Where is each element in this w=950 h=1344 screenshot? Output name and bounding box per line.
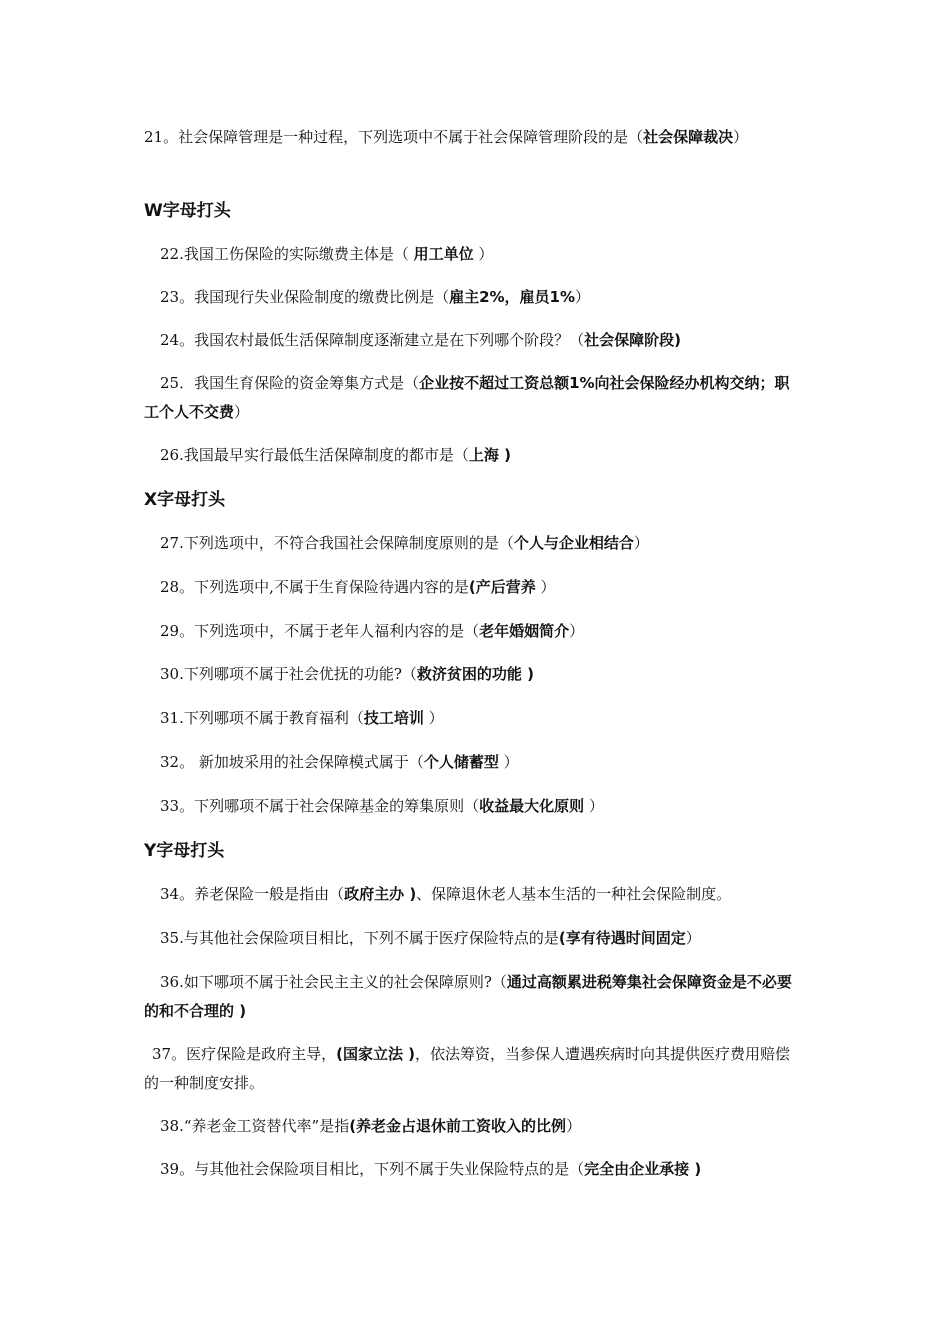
question-33 [144,792,820,821]
question-text: 36.如下哪项不属于社会民主主义的社会保障原则?（ [160,973,507,991]
answer-text: 雇主2%，雇员1% [449,288,576,306]
question-tail: ，依法筹资，当参保人遭遇疾病时向其提供医疗费用赔偿的一种制度安排。 [144,1045,791,1092]
question-28 [144,573,820,602]
question-tail: ） [633,534,649,552]
question-tail: 、保障退休老人基本生活的一种社会保险制度。 [416,885,732,903]
question-25 [144,369,804,427]
question-text: 33。下列哪项不属于社会保障基金的筹集原则（ [160,797,480,815]
answer-text: (享有待遇时间固定 [558,929,686,947]
question-text: 34。养老保险一般是指由（ [160,885,345,903]
question-30 [144,660,820,689]
answer-text: 完全由企业承接 ) [584,1160,702,1178]
question-text: 39。与其他社会保险项目相比，下列不属于失业保险特点的是（ [160,1160,585,1178]
question-text: 32。 新加坡采用的社会保障模式属于（ [160,753,424,771]
question-tail: ） [584,797,604,815]
answer-text: 社会保障裁决 [643,128,734,146]
answer-text: 政府主办 ) [344,885,417,903]
answer-text: (产后营养 [468,578,536,596]
question-29 [144,617,820,646]
question-34 [144,880,820,909]
question-text: 38.“养老金工资替代率”是指 [160,1117,350,1135]
answer-text: (国家立法 ) [336,1045,416,1063]
question-24 [144,326,820,355]
question-text: 24。我国农村最低生活保障制度逐渐建立是在下列哪个阶段？（ [160,331,585,349]
question-32 [144,748,820,777]
answer-text: 通过高额累进税筹集社会保障资金是不必要的和不合理的 ) [144,973,792,1020]
answer-text: 救济贫困的功能 ) [416,665,534,683]
answer-text: 收益最大化原则 [479,797,585,815]
question-tail: ） [423,709,444,727]
answer-text: 企业按不超过工资总额1%向社会保险经办机构交纳；职工个人不交费 [144,374,790,421]
question-tail: ） [685,929,701,947]
question-37 [144,1040,804,1098]
question-tail: ） [733,128,749,146]
question-27 [144,529,820,558]
question-tail: ） [569,622,585,640]
question-text: 31.下列哪项不属于教育福利（ [160,709,364,727]
answer-text: 技工培训 [363,709,424,727]
answer-text: 个人储蓄型 [423,753,499,771]
question-31 [144,704,820,733]
answer-text: 社会保障阶段) [584,331,681,349]
section-heading-y: Y字母打头 [144,841,225,861]
question-21 [144,123,804,152]
section-heading-w: W字母打头 [144,201,231,221]
question-text: 35.与其他社会保险项目相比，下列不属于医疗保险特点的是 [160,929,559,947]
question-text: 28。下列选项中,不属于生育保险待遇内容的是 [160,578,469,596]
answer-text: 上海 ) [468,446,511,464]
answer-text: 用工单位 [413,245,474,263]
question-text: 21。社会保障管理是一种过程，下列选项中不属于社会保障管理阶段的是（ [144,128,644,146]
section-heading-x: X字母打头 [144,490,226,510]
question-text: 30.下列哪项不属于社会优抚的功能?（ [160,665,417,683]
question-35 [144,924,820,953]
question-26 [144,441,820,470]
answer-text: 个人与企业相结合 [513,534,634,552]
answer-text: 老年婚姻简介 [479,622,570,640]
question-tail: ） [498,753,519,771]
question-text: 37。医疗保险是政府主导， [152,1045,337,1063]
question-text: 23。我国现行失业保险制度的缴费比例是（ [160,288,450,306]
question-tail: ） [535,578,556,596]
question-text: 25．我国生育保险的资金筹集方式是（ [160,374,420,392]
question-tail: ） [575,288,591,306]
question-38 [144,1112,820,1141]
question-23 [144,283,820,312]
question-tail: ） [473,245,494,263]
question-text: 26.我国最早实行最低生活保障制度的都市是（ [160,446,469,464]
answer-text: (养老金占退休前工资收入的比例 [349,1117,567,1135]
question-36 [144,968,804,1026]
question-text: 27.下列选项中，不符合我国社会保障制度原则的是（ [160,534,514,552]
question-tail: ） [234,403,250,421]
question-text: 29。下列选项中，不属于老年人福利内容的是（ [160,622,480,640]
question-text: 22.我国工伤保险的实际缴费主体是（ [160,245,414,263]
question-tail: ） [566,1117,582,1135]
question-39 [144,1155,820,1184]
question-22 [144,240,820,269]
